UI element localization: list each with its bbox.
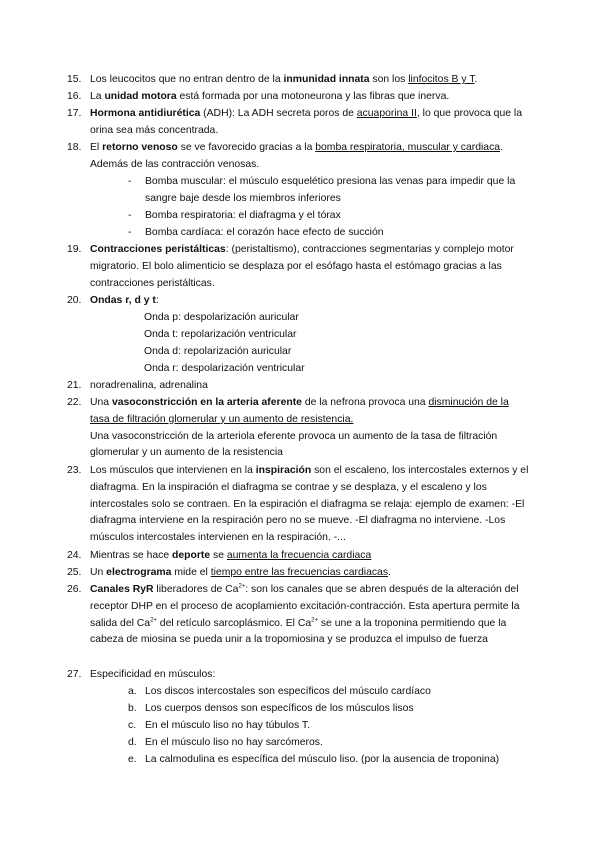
sublist-item: - Bomba respiratoria: el diafragma y el tórax bbox=[128, 210, 341, 221]
sublist-item: d. En el músculo liso no hay sarcómeros. bbox=[128, 737, 323, 748]
list-item-15: 15. Los leucocitos que no entran dentro de la inmunidad innata son los linfocitos B y T. bbox=[90, 72, 530, 89]
item-number: 22. bbox=[67, 397, 82, 408]
item-number: 23. bbox=[67, 465, 82, 476]
item-number: 20. bbox=[67, 295, 82, 306]
wave-line: Onda r: despolarización ventricular bbox=[144, 363, 305, 374]
list-item-18: 18. El retorno venoso se ve favorecido gracias a la bomba respiratoria, muscular y cardiaca. Además de las contracción venosas. bbox=[67, 142, 503, 170]
list-item-24: 24. Mientras se hace deporte se aumenta la frecuencia cardiaca bbox=[90, 548, 530, 565]
sublist-item: a. Los discos intercostales son específicos del músculo cardíaco bbox=[128, 686, 431, 697]
item-number: 19. bbox=[67, 244, 82, 255]
item-number: 17. bbox=[67, 108, 82, 119]
sublist-item: - Bomba muscular: el músculo esquelético presiona las venas para impedir que la sangre baje desde los miembros inferiores bbox=[128, 176, 516, 204]
list-item-25: 25. Un electrograma mide el tiempo entre las frecuencias cardiacas. bbox=[90, 565, 530, 582]
list-item-23: 23. Los músculos que intervienen en la inspiración son el escaleno, los intercostales externos y el diafragma. En la inspiración el diafragma se contrae y se desplaza, y el escaleno y los intercostales solo se contraen. En la espiración el diafragma se relaja: ejemplo de examen: -El diafragma interviene en la respiración pero no se mueve. -El diafragma no interviene. -Los músculos intercostales intervienen en la respiración. -... bbox=[67, 465, 529, 544]
item-number: 18. bbox=[67, 142, 82, 153]
sublist-item: e. La calmodulina es específica del músculo liso. (por la ausencia de troponina) bbox=[128, 754, 500, 765]
item-number: 25. bbox=[67, 567, 82, 578]
sublist-item: b. Los cuerpos densos son específicos de los músculos lisos bbox=[128, 703, 414, 714]
list-item-16: 16. La unidad motora está formada por una motoneurona y las fibras que inerva. bbox=[90, 89, 530, 106]
item-number: 21. bbox=[67, 380, 82, 391]
item-number: 27. bbox=[67, 669, 82, 680]
list-item-19: 19. Contracciones peristálticas: (peristaltismo), contracciones segmentarias y complejo motor migratorio. El bolo alimenticio se desplaza por el esófago hasta el estómago gracias a las contracciones peristálticas. bbox=[67, 244, 514, 289]
wave-line: Onda t: repolarización ventricular bbox=[144, 329, 297, 340]
sublist-item: - Bomba cardíaca: el corazón hace efecto de succión bbox=[128, 227, 384, 238]
list-item-20: 20. Ondas r, d y t: bbox=[90, 293, 530, 310]
sublist-item: c. En el músculo liso no hay túbulos T. bbox=[128, 720, 310, 731]
list-item-21: 21. noradrenalina, adrenalina bbox=[90, 378, 530, 395]
item-number: 26. bbox=[67, 584, 82, 595]
wave-line: Onda d: repolarización auricular bbox=[144, 346, 292, 357]
item-number: 15. bbox=[67, 74, 82, 85]
list-item-22: 22. Una vasoconstricción en la arteria aferente de la nefrona provoca una disminución de la tasa de filtración glomerular y un aumento de resistencia. Una vasoconstricción de la arteriola eferente provoca un aumento de la tasa de filtración glomerular y un aumento de la resistencia bbox=[67, 397, 509, 459]
list-item-26: 26. Canales RyR liberadores de $Ca^{2+}$: son los canales que se abren después de la alteración del receptor DHP en el proceso de acoplamiento excitación-contracción. Esta apertura permite la salida del $Ca^{2+}$ del retículo sarcoplásmico. El $Ca^{2+}$ se une a la troponina permitiendo que la cabeza de miosina se pueda unir a la tropomiosina y se produzca el impulso de fuerza bbox=[67, 583, 520, 646]
list-item-17: 17. Hormona antidiurética (ADH): La ADH secreta poros de acuaporina II, lo que provoca que la orina sea más concentrada. bbox=[67, 108, 522, 136]
item-number: 16. bbox=[67, 91, 82, 102]
wave-line: Onda p: despolarización auricular bbox=[144, 312, 299, 323]
list-item-27: 27. Especificidad en músculos: bbox=[90, 667, 530, 684]
item-number: 24. bbox=[67, 550, 82, 561]
